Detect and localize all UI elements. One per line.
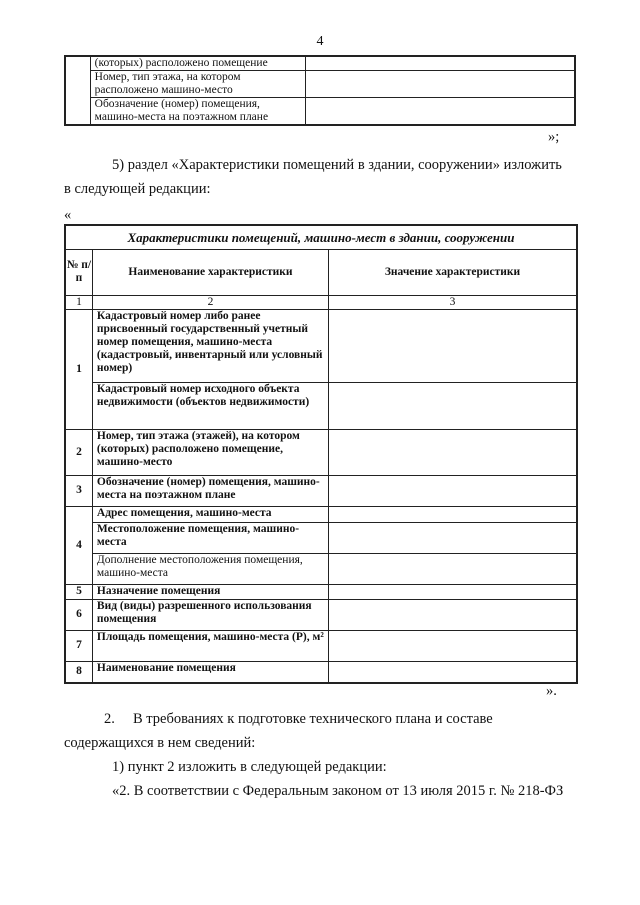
paragraph-2-line-2: содержащихся в нем сведений: — [64, 735, 256, 751]
column-number-2: 2 — [92, 295, 328, 309]
characteristic-name: Дополнение местоположения помещения, машино-места — [92, 553, 328, 584]
header-value: Значение характеристики — [329, 249, 578, 295]
characteristic-name: Наименование помещения — [92, 661, 328, 683]
characteristic-value — [329, 584, 578, 599]
closing-quote: »; — [548, 129, 560, 145]
closing-quote: ». — [546, 683, 557, 699]
characteristic-name: Кадастровый номер исходного объекта недвижимости (объектов недвижимости) — [92, 382, 328, 429]
row-number: 1 — [65, 309, 92, 429]
characteristic-value — [329, 522, 578, 553]
row-number: 3 — [65, 475, 92, 506]
paragraph-5-line-1: 5) раздел «Характеристики помещений в здании, сооружении» изложить — [112, 157, 562, 173]
characteristic-name: Площадь помещения, машино-места (Р), м² — [92, 630, 328, 661]
characteristic-name: Кадастровый номер либо ранее присвоенный государственный учетный номер помещения, машино-места (кадастровый, инвентарный или условный номер) — [92, 309, 328, 382]
paragraph-5-line-2: в следующей редакции: — [64, 181, 211, 197]
opening-quote: « — [64, 207, 72, 223]
table-cell-value — [305, 71, 575, 98]
table-cell-value — [305, 56, 575, 71]
characteristic-name: Назначение помещения — [92, 584, 328, 599]
table-cell-name: (которых) расположено помещение — [90, 56, 305, 71]
header-number: № п/п — [65, 249, 92, 295]
characteristic-value — [329, 429, 578, 475]
characteristic-value — [329, 309, 578, 382]
table-cell-name: Номер, тип этажа, на котором расположено машино-место — [90, 71, 305, 98]
characteristic-value — [329, 630, 578, 661]
characteristic-value — [329, 599, 578, 630]
column-number-1: 1 — [65, 295, 92, 309]
page-number: 4 — [316, 34, 324, 49]
row-number: 7 — [65, 630, 92, 661]
characteristic-name: Обозначение (номер) помещения, машино-места на поэтажном плане — [92, 475, 328, 506]
paragraph-2-item-1: 1) пункт 2 изложить в следующей редакции: — [112, 759, 387, 775]
characteristic-name: Адрес помещения, машино-места — [92, 506, 328, 522]
row-number: 5 — [65, 584, 92, 599]
continuation-table — [64, 55, 576, 126]
table-cell-value — [305, 98, 575, 126]
characteristic-value — [329, 661, 578, 683]
column-number-3: 3 — [329, 295, 578, 309]
table-title: Характеристики помещений, машино-мест в здании, сооружении — [65, 225, 577, 249]
row-number: 2 — [65, 429, 92, 475]
header-name: Наименование характеристики — [92, 249, 328, 295]
table-cell-name: Обозначение (номер) помещения, машино-места на поэтажном плане — [90, 98, 305, 126]
characteristic-name: Вид (виды) разрешенного использования помещения — [92, 599, 328, 630]
characteristic-value — [329, 382, 578, 429]
row-number: 8 — [65, 661, 92, 683]
characteristics-table — [64, 224, 578, 684]
characteristic-name: Местоположение помещения, машино-места — [92, 522, 328, 553]
characteristic-value — [329, 553, 578, 584]
characteristic-name: Номер, тип этажа (этажей), на котором (которых) расположено помещение, машино-место — [92, 429, 328, 475]
table-cell-number — [65, 56, 90, 125]
row-number: 4 — [65, 506, 92, 584]
characteristic-value — [329, 506, 578, 522]
paragraph-2-item-2: «2. В соответствии с Федеральным законом от 13 июля 2015 г. № 218-ФЗ — [112, 783, 564, 799]
row-number: 6 — [65, 599, 92, 630]
characteristic-value — [329, 475, 578, 506]
paragraph-2-line-1: 2. В требованиях к подготовке технического плана и составе — [104, 711, 493, 727]
